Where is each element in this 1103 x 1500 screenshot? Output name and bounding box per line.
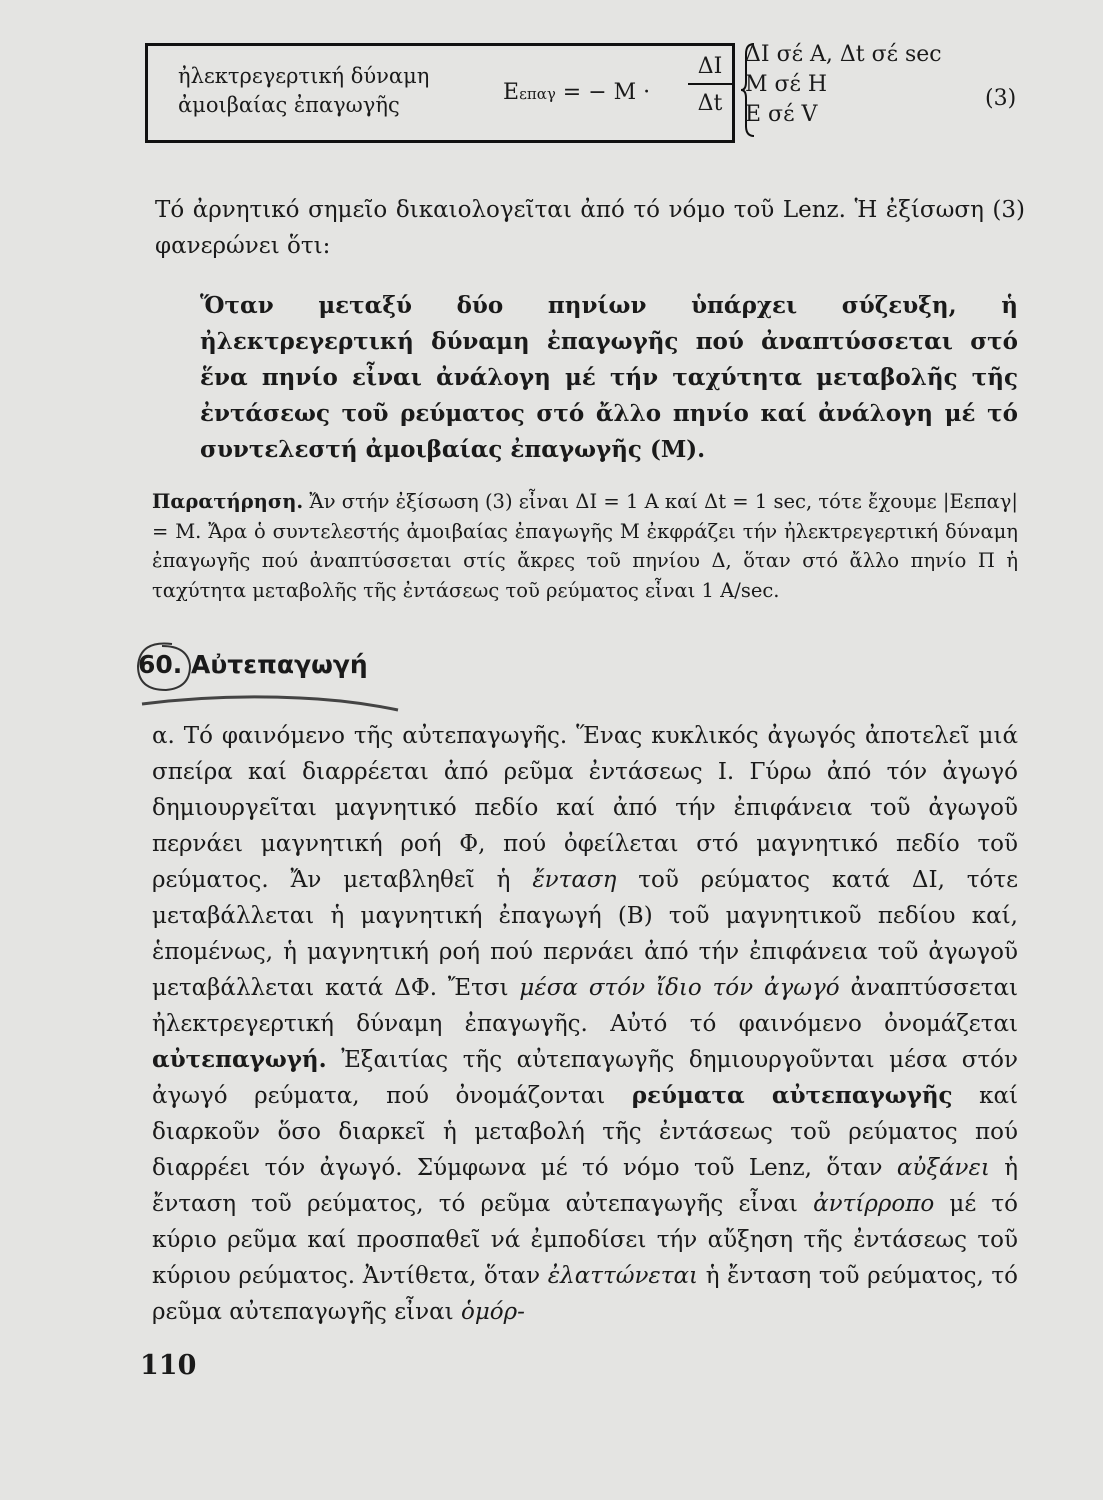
formula-label (178, 62, 429, 120)
formula-denominator: Δt (697, 91, 723, 116)
remark-label: Παρατήρηση. (152, 490, 304, 513)
law-statement: Ὅταν μεταξύ δύο πηνίων ὑπάρχει σύζευξη, ἡ ἠλεκτρεγερτική δύναμη ἐπαγωγῆς πού ἀναπτύσσεται στό ἕνα πηνίο εἶναι ἀνάλογη μέ τήν ταχύτητα μεταβολῆς τῆς ἐντάσεως τοῦ ρεύματος στό ἄλλο πηνίο καί ἀνάλογη μέ τό συντελεστή ἀμοιβαίας ἐπαγωγῆς (Μ). (200, 292, 1018, 463)
section-heading (138, 650, 368, 679)
body-italic: ὁμόρ- (461, 1299, 525, 1325)
equation-number: (3) (985, 86, 1017, 111)
body-italic: αὐξάνει (896, 1155, 990, 1181)
unit-line: Μ σέ Η (745, 72, 828, 97)
unit-line: ΔΙ σέ Α, Δt σέ sec (745, 42, 942, 67)
section-number: 60. (138, 650, 183, 679)
body-text: καί διαρκοῦν ὅσο διαρκεῖ ἡ μεταβολή τῆς ἐντάσεως τοῦ ρεύματος πού διαρρέει τόν ἀγωγό. Σύμφωνα μέ τό νόμο τοῦ Lenz, ὅταν (152, 1083, 1018, 1181)
body-text: ἡ ἔνταση τοῦ ρεύματος, τό ρεῦμα αὐτεπαγωγῆς εἶναι (152, 1263, 1019, 1325)
body-text: Ἐξαιτίας τῆς αὐτεπαγωγῆς δημιουργοῦνται μέσα στόν ἀγωγό ρεύματα, πού ὀνομάζονται (152, 1047, 1019, 1109)
intro-paragraph: Τό ἀρνητικό σημεῖο δικαιολογεῖται ἀπό τό νόμο τοῦ Lenz. Ἡ ἐξίσωση (3) φανερώνει ὅτι: (155, 197, 1025, 259)
body-paragraph (152, 718, 1018, 1330)
formula-numerator: ΔΙ (688, 54, 732, 85)
section-title: Αὐτεπαγωγή (191, 650, 368, 679)
formula-lhs-subscript: επαγ (519, 85, 556, 103)
body-italic: ἐλαττώνεται (547, 1263, 699, 1289)
body-bold: αὐτεπαγωγή. (152, 1046, 327, 1073)
formula-lhs: Ε (503, 80, 520, 105)
body-text: ἡ ἔνταση τοῦ ρεύματος, τό ρεῦμα αὐτεπαγωγῆς εἶναι (152, 1155, 1019, 1217)
body-text: Ἕνας κυκλικός ἀγωγός ἀποτελεῖ μιά σπείρα καί διαρρέεται ἀπό ρεῦμα ἐντάσεως Ι. Γύρω ἀπό τόν ἀγωγό δημιουργεῖται μαγνητικό πεδίο καί ἀπό τήν ἐπιφάνεια τοῦ ἀγωγοῦ περνάει μαγνητική ροή Φ, πού ὀφείλεται στό μαγνητικό πεδίο τοῦ ρεύματος. Ἄν μεταβληθεῖ ἡ (152, 723, 1018, 893)
formula-label-line1: ἠλεκτρεγερτική δύναμη (178, 64, 430, 88)
formula-box (145, 43, 735, 143)
page-number: 110 (140, 1350, 197, 1381)
body-bold: ρεύματα αὐτεπαγωγῆς (631, 1082, 953, 1109)
remark (152, 487, 1018, 605)
formula-equation (503, 80, 650, 105)
formula-operator: = − Μ · (562, 80, 651, 105)
hand-drawn-underline-icon (140, 690, 400, 714)
body-italic: μέσα στόν ἴδιο τόν ἀγωγό (519, 975, 840, 1001)
body-italic: ἔνταση (532, 867, 617, 893)
unit-line: Ε σέ V (745, 102, 818, 127)
formula-units (745, 40, 942, 130)
body-italic: ἀντίρροπο (813, 1191, 935, 1217)
body-text: μέ τό κύριο ρεῦμα καί προσπαθεῖ νά ἐμποδίσει τήν αὔξηση τῆς ἐντάσεως τοῦ κύριου ρεύματος. Ἀντίθετα, ὅταν (152, 1191, 1018, 1289)
formula-fraction (688, 54, 732, 116)
formula-label-line2: ἀμοιβαίας ἐπαγωγῆς (178, 93, 400, 117)
body-text: ἀναπτύσσεται ἠλεκτρεγερτική δύναμη ἐπαγωγῆς. Αὐτό τό φαινόμενο ὀνομάζεται (152, 975, 1019, 1037)
body-subhead: α. Τό φαινόμενο τῆς αὐτεπαγωγῆς. (152, 723, 568, 749)
body-text: τοῦ ρεύματος κατά ΔΙ, τότε μεταβάλλεται ἡ μαγνητική ἐπαγωγή (Β) τοῦ μαγνητικοῦ πεδίου καί, ἑπομένως, ἡ μαγνητική ροή πού περνάει ἀπό τήν ἐπιφάνεια τοῦ ἀγωγοῦ μεταβάλλεται κατά ΔΦ. Ἔτσι (152, 867, 1019, 1001)
remark-text: Ἄν στήν ἐξίσωση (3) εἶναι ΔΙ = 1 Α καί Δt = 1 sec, τότε ἔχουμε |Εεπαγ| = Μ. Ἄρα ὁ συντελεστής ἀμοιβαίας ἐπαγωγῆς Μ ἐκφράζει τήν ἠλεκτρεγερτική δύναμη ἐπαγωγῆς πού ἀναπτύσσεται στίς ἄκρες τοῦ πηνίου Δ, ὅταν στό ἄλλο πηνίο Π ἡ ταχύτητα μεταβολῆς τῆς ἐντάσεως τοῦ ρεύματος εἶναι 1 Α/sec. (152, 490, 1019, 602)
